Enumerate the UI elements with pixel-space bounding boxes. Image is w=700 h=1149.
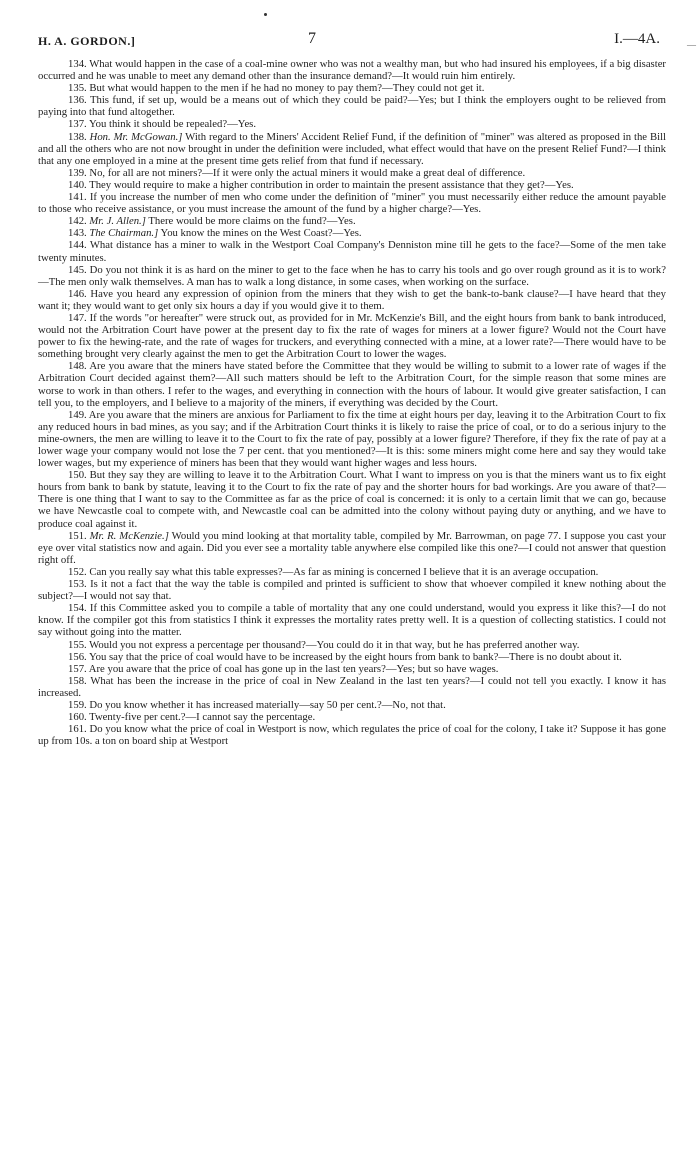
question-answer-paragraph bbox=[38, 227, 666, 239]
paragraph-text: 140. They would require to make a higher contribution in order to maintain the present assistance that they get?—Yes. bbox=[68, 178, 574, 191]
question-number: 138. bbox=[68, 130, 87, 143]
print-speck bbox=[264, 13, 267, 16]
question-number: 151. bbox=[68, 529, 87, 542]
question-answer-paragraph bbox=[38, 312, 666, 360]
paragraph-text: 152. Can you really say what this table expresses?—As far as mining is concerned I believe that it is an average occupation. bbox=[68, 565, 599, 578]
question-answer-paragraph bbox=[38, 58, 666, 82]
paragraph-text: 134. What would happen in the case of a coal-mine owner who was not a wealthy man, but who had insured his employees, if a big disaster occurred and he was unable to meet any demand other than the insurance demand?—It would ruin him entirely. bbox=[38, 58, 666, 83]
question-number: 143. bbox=[68, 227, 87, 240]
paragraph-text: 146. Have you heard any expression of opinion from the miners that they wish to get the bank-to-bank clause?—I have heard that they want it; they would want to get only six hours a day if you would give it to them. bbox=[38, 287, 666, 312]
paragraph-text: 144. What distance has a miner to walk in the Westport Coal Company's Denniston mine till he gets to the face?—Some of the men take twenty minutes. bbox=[38, 239, 666, 264]
question-answer-paragraph bbox=[38, 215, 666, 227]
paragraph-text: With regard to the Miners' Accident Relief Fund, if the definition of "miner" was altered as proposed in the Bill and all the others who are not now brought in under the definition were included, what effect would that have on the present Relief Fund?—I think that any one employed in a mine at the present time gets relief from that fund if necessary. bbox=[38, 130, 667, 167]
question-answer-paragraph bbox=[38, 651, 666, 663]
paragraph-text: 155. Would you not express a percentage per thousand?—You could do it in that way, but he has preferred another way. bbox=[68, 638, 580, 651]
question-answer-paragraph bbox=[38, 167, 666, 179]
question-answer-paragraph bbox=[38, 179, 666, 191]
speaker-name: Hon. Mr. McGowan.] bbox=[89, 130, 183, 143]
question-answer-paragraph bbox=[38, 530, 666, 566]
paragraph-text: 141. If you increase the number of men who come under the definition of "miner" you must necessarily either reduce the amount payable to those who receive assistance, or you must increase the amount of the fund by a higher charge?—Yes. bbox=[38, 191, 666, 216]
question-answer-paragraph bbox=[38, 663, 666, 675]
question-answer-paragraph bbox=[38, 602, 666, 638]
paragraph-text: 161. Do you know what the price of coal in Westport is now, which regulates the price of coal for the colony, I take it? Suppose it has gone up from 10s. a ton on board ship at Westport bbox=[38, 723, 666, 748]
paragraph-text: 159. Do you know whether it has increased materially—say 50 per cent.?—No, not that. bbox=[68, 698, 446, 711]
question-answer-paragraph bbox=[38, 409, 666, 469]
paragraph-text: 156. You say that the price of coal would have to be increased by the eight hours from bank to bank?—There is no doubt about it. bbox=[68, 650, 622, 663]
question-answer-paragraph bbox=[38, 118, 666, 130]
question-answer-paragraph bbox=[38, 94, 666, 118]
question-answer-paragraph bbox=[38, 675, 666, 699]
question-answer-paragraph bbox=[38, 264, 666, 288]
paragraph-text: 153. Is it not a fact that the way the table is compiled and printed is sufficient to show that whoever compiled it knew nothing about the subject?—I would not say that. bbox=[38, 578, 666, 603]
paragraph-text: 160. Twenty-five per cent.?—I cannot say the percentage. bbox=[68, 711, 316, 724]
paragraph-text: You know the mines on the West Coast?—Yes. bbox=[160, 227, 362, 240]
page-number: 7 bbox=[308, 30, 316, 47]
question-answer-paragraph bbox=[38, 699, 666, 711]
question-answer-paragraph bbox=[38, 288, 666, 312]
question-answer-paragraph bbox=[38, 469, 666, 529]
page-header bbox=[38, 32, 660, 52]
paragraph-text: 148. Are you aware that the miners have stated before the Committee that they would be willing to submit to a lower rate of wages if the Arbitration Court decided against them?—All such matters should be left to the Arbitration Court, for the simple reason that some mines are worse to work in than others. I refer to the wages, and everything in connection with the hours of labour. It would give greater satisfaction, I can tell you, to the employers, and I believe to a majority of the miners, if everything was decided by the Court. bbox=[38, 360, 666, 409]
paragraph-text: 149. Are you aware that the miners are anxious for Parliament to fix the time at eight hours per day, leaving it to the Arbitration Court to fix any reduced hours in bad mines, as you say; and if the Arbitration Court thinks it is likely to raise the price of coal, or to do a serious injury to the mine-owners, the men are willing to leave it to the Court to fix the rate of pay, possibly at a lower figure? Therefore, if they fix the rate of pay at a lower wage your company would not lose the 7 per cent. that you mentioned?—It is this: some miners might come here and say they would take lower wages, but my experience of miners has been that they would want higher wages and less hours. bbox=[38, 408, 666, 470]
speaker-name: The Chairman.] bbox=[89, 227, 159, 240]
paragraph-text: 145. Do you not think it is as hard on the miner to get to the face when he has to carry his tools and go over rough ground as it is to work?—The men only walk themselves. A man has to walk a long distance, in some cases, when working on the surface. bbox=[38, 263, 666, 288]
question-answer-paragraph bbox=[38, 131, 666, 167]
margin-mark: — bbox=[687, 40, 696, 50]
evidence-text bbox=[38, 58, 666, 747]
question-answer-paragraph bbox=[38, 711, 666, 723]
paragraph-text: 158. What has been the increase in the price of coal in New Zealand in the last ten years?—I could not tell you exactly. I know it has increased. bbox=[38, 674, 666, 699]
question-answer-paragraph bbox=[38, 360, 666, 408]
paragraph-text: 139. No, for all are not miners?—If it were only the actual miners it would make a great deal of difference. bbox=[68, 166, 526, 179]
question-number: 142. bbox=[68, 215, 87, 228]
paragraph-text: 137. You think it should be repealed?—Yes. bbox=[68, 118, 257, 131]
question-answer-paragraph bbox=[38, 578, 666, 602]
speaker-name: Mr. J. Allen.] bbox=[89, 215, 146, 228]
paragraph-text: 135. But what would happen to the men if he had no money to pay them?—They could not get it. bbox=[68, 82, 485, 95]
paragraph-text: 147. If the words "or hereafter" were struck out, as provided for in Mr. McKenzie's Bill, and the eight hours from bank to bank introduced, would not the Arbitration Court have power at the present day to fix the rate of wages for miners at a lower figure? Would not the Court have power to fix the hewing-rate, and the rate of wages for truckers, and everything connected with a mine, at a lower rate?—There would have to be something brought very clearly against the men to get the Arbitration Court to lower the wages. bbox=[38, 311, 666, 361]
paragraph-text: 157. Are you aware that the price of coal has gone up in the last ten years?—Yes; but so have wages. bbox=[68, 662, 499, 675]
question-answer-paragraph bbox=[38, 566, 666, 578]
paragraph-text: 150. But they say they are willing to leave it to the Arbitration Court. What I want to impress on you is that the miners want us to fix eight hours from bank to bank by statute, leaving it to the Court to fix the rate of pay and the shorter hours for bad workings. Are you aware of that?—There is one thing that I want to say to the Committee as far as the price of coal is concerned: it is only to a certain limit that we can go, because we have Newcastle coal to compete with, and Newcastle coal can be admitted into the colony without paying duty or anything, and we have to produce coal against it. bbox=[38, 469, 666, 530]
question-answer-paragraph bbox=[38, 82, 666, 94]
question-answer-paragraph bbox=[38, 191, 666, 215]
paragraph-text: Would you mind looking at that mortality table, compiled by Mr. Barrowman, on page 77. I suppose you cast your eye over vital statistics now and again. Did you ever see a mortality table anywhere else compiled like this one?—I could not answer that question right off. bbox=[38, 529, 666, 566]
speaker-name: Mr. R. McKenzie.] bbox=[89, 529, 169, 542]
paragraph-text: 136. This fund, if set up, would be a means out of which they could be paid?—Yes; but I think the employers ought to be relieved from paying into that fund altogether. bbox=[38, 94, 666, 119]
paragraph-text: There would be more claims on the fund?—Yes. bbox=[148, 215, 356, 228]
paragraph-text: 154. If this Committee asked you to compile a table of mortality that any one could understand, would you express it like this?—I do not know. If the compiler got this from statistics I think it expresses the mortality rates pretty well. It is a question of collecting statistics. I could not say without going into the matter. bbox=[38, 602, 666, 639]
question-answer-paragraph bbox=[38, 239, 666, 263]
paper-reference: I.—4A. bbox=[614, 31, 660, 47]
witness-name: H. A. GORDON.] bbox=[38, 34, 136, 48]
question-answer-paragraph bbox=[38, 723, 666, 747]
question-answer-paragraph bbox=[38, 639, 666, 651]
